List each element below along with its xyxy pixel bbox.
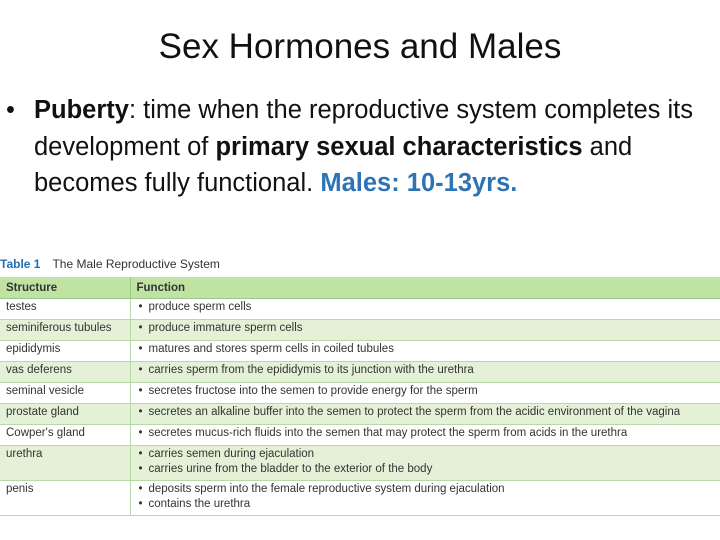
function-cell: [130, 446, 720, 481]
table-row: [0, 481, 720, 516]
function-item: • carries urine from the bladder to the exterior of the body: [137, 462, 714, 477]
table-caption-title: The Male Reproductive System: [52, 257, 220, 271]
function-item: • carries semen during ejaculation: [137, 447, 714, 462]
structure-cell: Cowper's gland: [0, 425, 130, 446]
structure-cell: penis: [0, 481, 130, 516]
table-header-row: [0, 277, 720, 299]
function-item: • secretes fructose into the semen to provide energy for the sperm: [137, 384, 714, 399]
bullet-point: [6, 92, 718, 202]
structure-cell: testes: [0, 299, 130, 320]
table-row: [0, 362, 720, 383]
function-cell: [130, 320, 720, 341]
table-caption-number: Table 1: [0, 257, 41, 271]
function-item: • deposits sperm into the female reproductive system during ejaculation: [137, 482, 714, 497]
structure-cell: prostate gland: [0, 404, 130, 425]
function-cell: [130, 383, 720, 404]
bullet-bold-phrase: primary sexual characteristics: [215, 132, 583, 161]
bullet-accent: Males: 10-13yrs.: [320, 169, 518, 197]
table-row: [0, 341, 720, 362]
bullet-text-2: and becomes fully functional.: [34, 132, 633, 197]
function-item: • produce sperm cells: [137, 300, 714, 315]
structure-cell: seminal vesicle: [0, 383, 130, 404]
structure-cell: seminiferous tubules: [0, 320, 130, 341]
function-item: • produce immature sperm cells: [137, 321, 714, 336]
function-cell: [130, 481, 720, 516]
function-cell: [130, 341, 720, 362]
structure-cell: vas deferens: [0, 362, 130, 383]
function-item: • matures and stores sperm cells in coiled tubules: [137, 342, 714, 357]
bullet-colon: :: [128, 96, 144, 124]
function-cell: [130, 425, 720, 446]
male-reproductive-table: [0, 277, 720, 516]
function-cell: [130, 299, 720, 320]
slide-title: Sex Hormones and Males: [158, 27, 562, 66]
header-structure: Structure: [0, 277, 130, 299]
table-row: [0, 383, 720, 404]
function-item: • secretes an alkaline buffer into the semen to protect the sperm from the acidic environment of the vagina: [137, 405, 714, 420]
function-cell: [130, 362, 720, 383]
function-item: • secretes mucus-rich fluids into the semen that may protect the sperm from acids in the urethra: [137, 426, 714, 441]
table-row: [0, 404, 720, 425]
table-row: [0, 425, 720, 446]
bullet-dot: •: [6, 96, 15, 124]
table-caption: [0, 255, 720, 275]
table-row: [0, 446, 720, 481]
table-row: [0, 299, 720, 320]
bullet-text-1: time when the reproductive system completes its development of: [34, 96, 694, 161]
function-cell: [130, 404, 720, 425]
header-function: Function: [130, 277, 720, 299]
function-item: • contains the urethra: [137, 497, 714, 512]
table-row: [0, 320, 720, 341]
structure-cell: urethra: [0, 446, 130, 481]
bullet-term: Puberty: [34, 96, 129, 124]
function-item: • carries sperm from the epididymis to its junction with the urethra: [137, 363, 714, 378]
structure-cell: epididymis: [0, 341, 130, 362]
bullet-text: [34, 92, 718, 202]
